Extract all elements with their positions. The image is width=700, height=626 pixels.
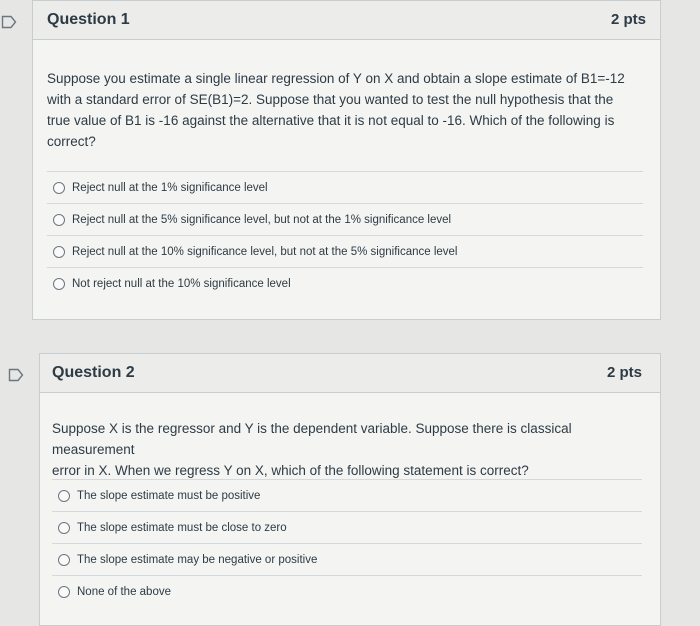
radio-button[interactable] — [53, 246, 65, 258]
answer-option[interactable] — [52, 479, 642, 511]
answer-label: Reject null at the 5% significance level, but not at the 1% significance level — [72, 213, 452, 226]
radio-button[interactable] — [58, 586, 70, 598]
question-text-line: Suppose X is the regressor and Y is the dependent variable. Suppose there is classical measurement — [52, 421, 572, 457]
answer-option[interactable] — [47, 267, 643, 299]
answer-option[interactable] — [52, 511, 642, 543]
answer-option[interactable] — [47, 235, 643, 267]
answer-option[interactable] — [47, 203, 643, 235]
answer-label: The slope estimate must be close to zero — [77, 521, 287, 534]
answer-label: The slope estimate may be negative or positive — [77, 553, 318, 566]
question-text-line: with a standard error of SE(B1)=2. Suppose that you wanted to test the null hypothesis that the — [47, 92, 614, 107]
question-1-header — [33, 1, 660, 40]
radio-button[interactable] — [58, 490, 70, 502]
answer-label: Reject null at the 10% significance level, but not at the 5% significance level — [72, 245, 458, 258]
question-title: Question 1 — [47, 11, 130, 28]
radio-button[interactable] — [58, 522, 70, 534]
question-text — [47, 68, 652, 152]
answer-option[interactable] — [52, 575, 642, 607]
question-2-header — [40, 354, 660, 393]
radio-button[interactable] — [58, 554, 70, 566]
flag-question-2-icon[interactable] — [8, 368, 24, 382]
question-text-line: correct? — [47, 134, 96, 149]
answer-label: Not reject null at the 10% significance level — [72, 277, 291, 290]
answer-list — [47, 171, 643, 299]
radio-button[interactable] — [53, 278, 65, 290]
answer-option[interactable] — [52, 543, 642, 575]
question-text-line: true value of B1 is -16 against the alternative that it is not equal to -16. Which of the following is — [47, 113, 615, 128]
radio-button[interactable] — [53, 214, 65, 226]
answer-label: None of the above — [77, 585, 171, 598]
question-title: Question 2 — [52, 364, 135, 381]
radio-button[interactable] — [53, 182, 65, 194]
question-points: 2 pts — [606, 364, 642, 381]
answer-option[interactable] — [47, 171, 643, 203]
answer-label: Reject null at the 1% significance level — [72, 181, 268, 194]
question-2-card — [39, 353, 661, 626]
question-text — [52, 418, 652, 481]
answer-list — [52, 479, 642, 607]
question-text-line: error in X. When we regress Y on X, which of the following statement is correct? — [52, 463, 529, 478]
question-text-line: Suppose you estimate a single linear regression of Y on X and obtain a slope estimate of B1=-12 — [47, 71, 625, 86]
flag-question-1-icon[interactable] — [1, 15, 17, 29]
question-points: 2 pts — [610, 11, 646, 28]
answer-label: The slope estimate must be positive — [77, 489, 261, 502]
question-1-card — [32, 0, 661, 320]
